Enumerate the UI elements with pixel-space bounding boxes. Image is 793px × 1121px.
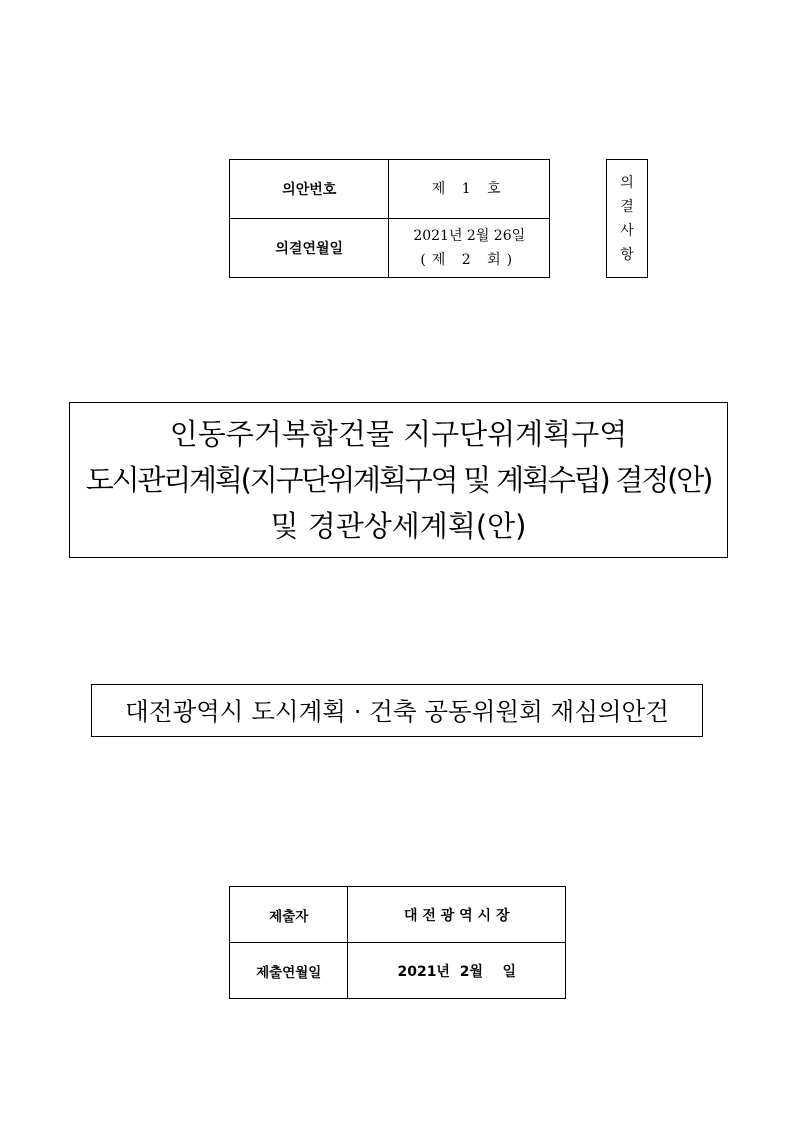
bill-number-row	[230, 160, 550, 219]
title-line-1: 인동주거복합건물 지구단위계획구역	[169, 417, 628, 451]
submitter-row	[230, 887, 566, 943]
submitter-value: 대 전 광 역 시 장	[348, 887, 566, 943]
resolution-items-box	[606, 159, 648, 278]
submitter-label: 제출자	[230, 887, 348, 943]
bill-number-value: 제 1 호	[389, 160, 550, 219]
submit-date-row	[230, 943, 566, 999]
document-title-box	[69, 402, 728, 558]
submit-date-value: 2021년 2월 일	[348, 943, 566, 999]
title-line-3: 및 경관상세계획(안)	[270, 509, 527, 543]
resolution-box-char: 항	[620, 246, 634, 263]
resolution-date-label: 의결연월일	[230, 219, 389, 278]
title-line-2: 도시관리계획(지구단위계획구역 및 계획수립) 결정(안)	[85, 463, 712, 497]
resolution-box-char: 결	[620, 198, 634, 215]
bill-number-label: 의안번호	[230, 160, 389, 219]
submit-date-label: 제출연월일	[230, 943, 348, 999]
bill-info-table	[229, 159, 550, 278]
resolution-box-char: 사	[620, 222, 634, 239]
submission-info-table	[229, 886, 566, 999]
resolution-date-cell	[389, 219, 550, 278]
committee-subtitle: 대전광역시 도시계획 · 건축 공동위원회 재심의안건	[125, 697, 669, 726]
session-value: (제 2 회)	[420, 252, 519, 268]
committee-subtitle-box	[91, 684, 703, 737]
resolution-date-row	[230, 219, 550, 278]
resolution-box-char: 의	[620, 174, 634, 191]
resolution-date-value: 2021년 2월 26일	[413, 228, 526, 244]
